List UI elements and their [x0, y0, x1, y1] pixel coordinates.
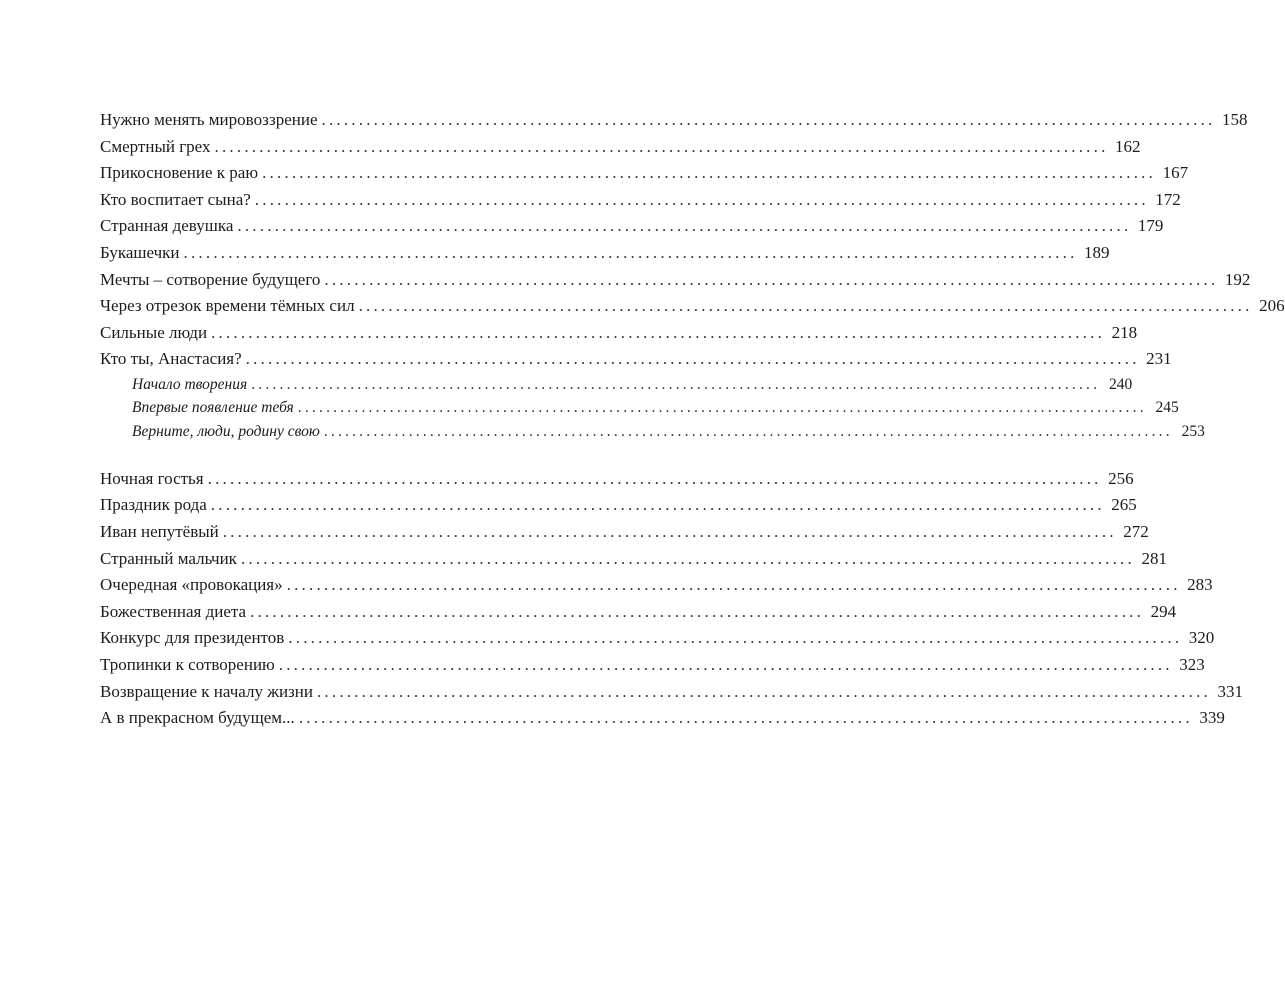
toc-page-number: 245: [1155, 399, 1179, 417]
toc-group-2: [100, 466, 1243, 732]
toc-page-number: 294: [1150, 601, 1177, 621]
dot-leader: ........................................................................................................................: [222, 522, 1117, 542]
dot-leader: ........................................................................................................................: [183, 242, 1078, 262]
toc-entry-title: Странный мальчик: [100, 548, 237, 568]
toc-entry-title: Впервые появление тебя: [132, 399, 294, 417]
toc-page-number: 218: [1111, 322, 1138, 342]
toc-page-number: 179: [1137, 216, 1164, 236]
toc-page-number: 206: [1259, 296, 1285, 316]
dot-leader: ........................................................................................................................: [237, 216, 1132, 236]
toc-entry: [100, 466, 1134, 493]
toc-page-number: 272: [1123, 522, 1149, 542]
toc-page-number: 256: [1108, 468, 1134, 488]
toc-entry: [100, 599, 1177, 626]
toc-page-number: 281: [1141, 548, 1167, 568]
toc-entry-title: Верните, люди, родину свою: [132, 422, 320, 440]
dot-leader: ........................................................................................................................: [210, 495, 1105, 515]
toc-entry: [100, 492, 1137, 519]
dot-leader: ........................................................................................................................: [262, 163, 1157, 183]
toc-page-number: 320: [1188, 628, 1215, 648]
toc-entry: [100, 625, 1215, 652]
toc-page-number: 265: [1111, 495, 1137, 515]
dot-leader: ........................................................................................................................: [358, 296, 1253, 316]
toc-entry: [100, 572, 1213, 599]
toc-entry-title: Конкурс для президентов: [100, 628, 285, 648]
toc-page-number: 167: [1162, 163, 1189, 183]
toc-page-number: 189: [1084, 242, 1110, 262]
dot-leader: ........................................................................................................................: [240, 548, 1135, 568]
dot-leader: ........................................................................................................................: [207, 468, 1102, 488]
toc-subentry: [100, 420, 1205, 443]
dot-leader: ........................................................................................................................: [251, 375, 1101, 393]
toc-entry-title: Прикосновение к раю: [100, 163, 259, 183]
toc-page-number: 240: [1108, 375, 1133, 393]
toc-page-number: 172: [1155, 189, 1181, 209]
toc-group-1: [100, 107, 1285, 443]
toc-entry-title: Божественная диета: [100, 601, 247, 621]
toc-page-number: 253: [1181, 422, 1205, 440]
toc-entry-title: Кто воспитает сына?: [100, 189, 251, 209]
toc-entry-title: Очередная «провокация»: [100, 575, 283, 595]
toc-entry: [100, 546, 1167, 573]
toc-entry: [100, 187, 1181, 214]
dot-leader: ........................................................................................................................: [324, 269, 1219, 289]
toc-entry: [100, 293, 1285, 320]
toc-subentry: [100, 373, 1133, 396]
toc-entry-title: Букашечки: [100, 242, 180, 262]
toc-entry: [100, 160, 1189, 187]
toc-entry-title: Праздник рода: [100, 495, 207, 515]
toc-entry-title: Смертный грех: [100, 136, 211, 156]
toc-entry: [100, 267, 1251, 294]
toc-entry-title: А в прекрасном будущем...: [100, 708, 295, 728]
toc-page-number: 192: [1224, 269, 1251, 289]
dot-leader: ........................................................................................................................: [297, 399, 1147, 417]
toc-entry-title: Нужно менять мировоззрение: [100, 110, 318, 129]
toc-entry: [100, 107, 1248, 134]
toc-entry: [100, 240, 1110, 267]
dot-leader: ........................................................................................................................: [211, 322, 1106, 342]
toc-entry: [100, 213, 1164, 240]
toc-entry: [100, 134, 1141, 161]
toc-page-number: 162: [1115, 136, 1141, 156]
toc-entry: [100, 652, 1205, 679]
toc-entry: [100, 346, 1172, 373]
table-of-contents: [100, 107, 1285, 732]
toc-entry-title: Сильные люди: [100, 322, 208, 342]
dot-leader: ........................................................................................................................: [286, 575, 1181, 595]
toc-page-number: 339: [1199, 708, 1225, 728]
dot-leader: ........................................................................................................................: [245, 349, 1140, 369]
dot-leader: ........................................................................................................................: [250, 601, 1145, 621]
toc-subentry: [100, 396, 1179, 419]
toc-page-number: 323: [1179, 654, 1205, 674]
dot-leader: ........................................................................................................................: [323, 422, 1173, 440]
toc-entry-title: Мечты – сотворение будущего: [100, 269, 321, 289]
toc-page-number: 283: [1187, 575, 1213, 595]
toc-entry: [100, 705, 1225, 732]
toc-entry: [100, 679, 1243, 706]
toc-page-number: 158: [1222, 110, 1248, 129]
dot-leader: ........................................................................................................................: [278, 654, 1173, 674]
toc-entry: [100, 320, 1138, 347]
toc-entry-title: Ночная гостья: [100, 468, 204, 488]
dot-leader: ........................................................................................................................: [214, 136, 1109, 156]
dot-leader: ........................................................................................................................: [254, 189, 1149, 209]
toc-page-number: 331: [1217, 681, 1243, 701]
toc-entry-title: Тропинки к сотворению: [100, 654, 275, 674]
toc-page-number: 231: [1146, 349, 1172, 369]
dot-leader: ........................................................................................................................: [288, 628, 1183, 648]
toc-entry-title: Кто ты, Анастасия?: [100, 349, 242, 369]
toc-entry-title: Возвращение к началу жизни: [100, 681, 313, 701]
toc-entry-title: Через отрезок времени тёмных сил: [100, 296, 355, 316]
toc-entry-title: Странная девушка: [100, 216, 234, 236]
dot-leader: ........................................................................................................................: [298, 708, 1193, 728]
dot-leader: ........................................................................................................................: [321, 110, 1216, 129]
toc-entry-title: Иван непутёвый: [100, 522, 219, 542]
toc-entry-title: Начало творения: [132, 375, 248, 393]
toc-entry: [100, 519, 1149, 546]
dot-leader: ........................................................................................................................: [316, 681, 1211, 701]
